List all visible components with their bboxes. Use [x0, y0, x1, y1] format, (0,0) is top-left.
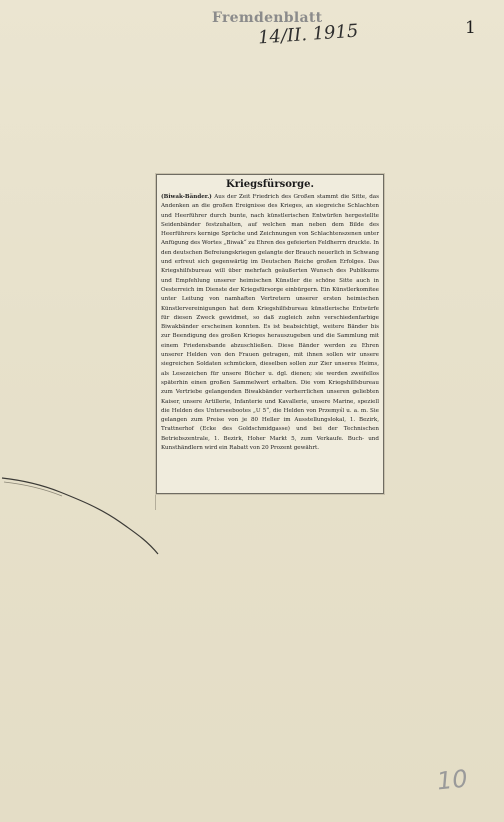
paper-tear-icon [0, 470, 160, 560]
clipping-body [161, 193, 379, 453]
pencil-number: 10 [435, 764, 469, 796]
clipping-text: Aus der Zeit Friedrich des Großen stammt die Sitte, das Andenken an die großen Ereignisse des Krieges, an siegreiche Schlachten und Heerführer durch bunte, nach künstlerischen Entwürfen hergestellte Seidenbänder festzuhalten, auf welchen man neben dem Bilde des Heerführers kernige Sprüche und Zeichnungen von Schlachtenszenen unter Anfügung des Wortes „Biwak“ zu Ehren des gefeierten Feldherrn druckte. In den deutschen Befreiungskriegen gelangte der Brauch neuerlich in Schwang und erfreut sich gegenwärtig im Deutschen Reiche großen Erfolges. Das Kriegshilfsbureau will über mehrfach geäußerten Wunsch des Publikums und Empfehlung unserer heimischen Künstler die schöne Sitte auch in Oesterreich im Dienste der Kriegsfürsorge einbürgern. Ein Künstlerkomitee unter Leitung von namhaften Vertretern unserer ersten heimischen Künstlervereinigungen hat dem Kriegshilfsbureau künstlerische Entwürfe für diesen Zweck gewidmet, so daß zugleich zehn verschiedenfarbige Biwakbänder erscheinen konnten. Es ist beabsichtigt, weitere Bänder bis zur Beendigung des großen Krieges herauszugeben und die Sammlung mit einem Friedensbande abzuschließen. Diese Bänder werden zu Ehren unserer Helden von den Frauen getragen, mit ihnen sollen wir unsere siegreichen Soldaten schmücken, dieselben sollen zur Zier unseres Heims, als Lesezeichen für unsere Bücher u. dgl. dienen; sie werden zweifellos späterhin einen großen Sammelwert erhalten. Die vom Kriegshilfsbureau zum Vertriebe gelangenden Biwakbänder verherrlichen unseren geliebten Kaiser, unsere Artillerie, Infanterie und Kavallerie, unsere Marine, speziell die Helden des Unterseebootes „U 5“, die Helden von Przemyśl u. a. m. Sie gelangen zum Preise von je 80 Heller im Ausstellungslokal, 1. Bezirk, Trattnerhof (Ecke des Goldschmidgasse) und bei der Technischen Betriebszentrale, 1. Bezirk, Hoher Markt 5, zum Verkaufe. Buch- und Kunsthändlern wird ein Rabatt von 20 Prozent gewährt. [161, 194, 379, 452]
clipping-title: Kriegsfürsorge. [226, 179, 314, 190]
handwritten-date: 14/II. 1915 [257, 20, 360, 49]
clipping-lead: (Biwak-Bänder.) [161, 194, 212, 200]
page-number: 1 [465, 18, 476, 38]
newspaper-clipping [156, 174, 384, 494]
newspaper-stamp: Fremdenblatt [212, 10, 323, 26]
